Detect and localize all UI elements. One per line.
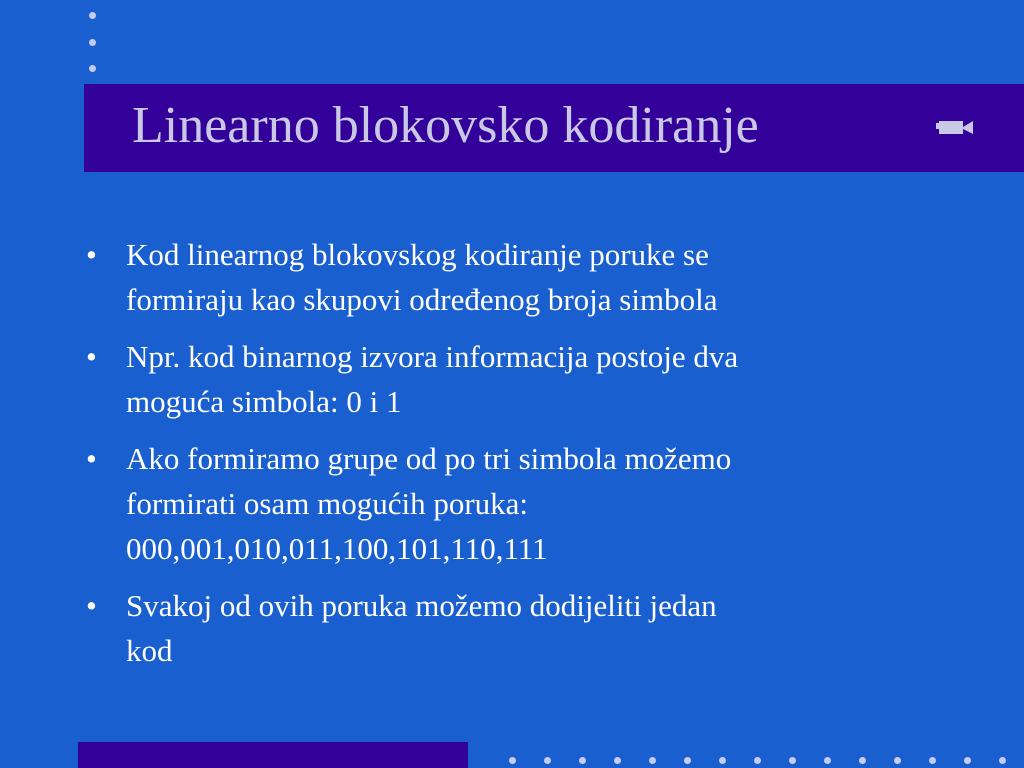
slide-title: Linearno blokovsko kodiranje: [132, 97, 759, 154]
decorative-dot: [894, 757, 901, 764]
bullet-text: Svakoj od ovih poruka možemo dodijeliti jedan kod: [126, 588, 717, 668]
bullet-text: Kod linearnog blokovskog kodiranje poruke se formiraju kao skupovi određenog broja simbola: [126, 237, 718, 317]
decorative-dot: [89, 65, 96, 72]
decorative-dot: [649, 757, 656, 764]
bullet-text: Npr. kod binarnog izvora informacija postoje dva moguća simbola: 0 i 1: [126, 339, 739, 419]
decorative-dot: [544, 757, 551, 764]
decorative-dot: [999, 757, 1006, 764]
bullet-icon: •: [86, 237, 97, 272]
bottom-band: [78, 742, 468, 768]
bullet-icon: •: [86, 339, 97, 374]
decorative-dot: [789, 757, 796, 764]
video-camera-icon: [936, 118, 976, 138]
list-item: [86, 334, 966, 424]
list-item: [86, 232, 966, 322]
decorative-dot: [89, 12, 96, 19]
decorative-dot: [684, 757, 691, 764]
bullet-icon: •: [86, 441, 97, 476]
list-item: [86, 436, 966, 571]
decorative-dot: [719, 757, 726, 764]
title-band: [84, 84, 1024, 172]
bullet-list: [86, 232, 966, 685]
decorative-dot: [614, 757, 621, 764]
decorative-dot: [824, 757, 831, 764]
decorative-dot: [579, 757, 586, 764]
decorative-dot: [929, 757, 936, 764]
decorative-dot: [754, 757, 761, 764]
list-item: [86, 583, 966, 673]
bullet-text: Ako formiramo grupe od po tri simbola možemo formirati osam mogućih poruka: 000,001,010,011,100,101,110,111: [126, 441, 732, 566]
decorative-dot: [964, 757, 971, 764]
decorative-dot: [859, 757, 866, 764]
bullet-icon: •: [86, 588, 97, 623]
decorative-dot: [89, 39, 96, 46]
decorative-dot: [509, 757, 516, 764]
